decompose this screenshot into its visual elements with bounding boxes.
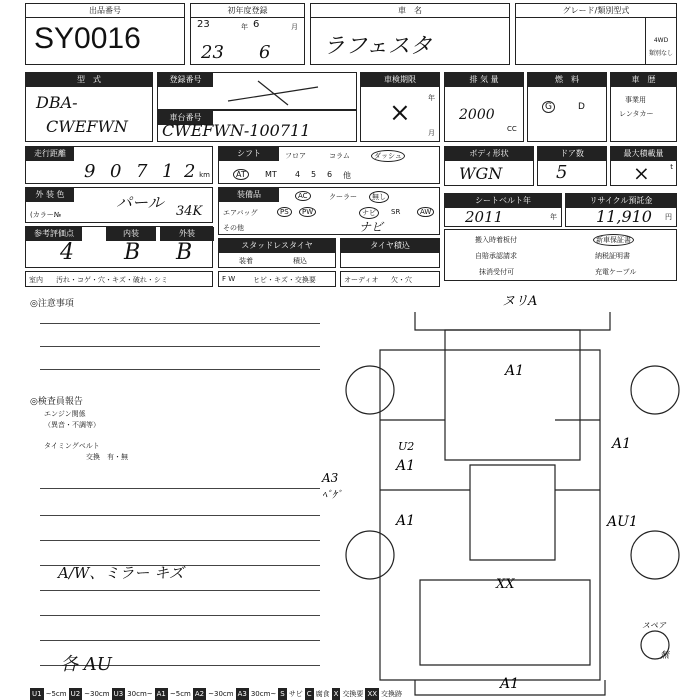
equip-sr: SR — [391, 208, 401, 216]
shift-gear-6: 6 — [327, 170, 333, 179]
equip-other-label: その他 — [223, 224, 244, 232]
capacity-box — [610, 146, 677, 186]
doc-charging-cable: 充電ケーブル — [595, 268, 637, 276]
mileage-digit-2: 0 — [110, 161, 122, 182]
legend-code-9: X — [333, 690, 339, 698]
inspection-month-unit: 月 — [428, 129, 435, 137]
lot-box — [25, 3, 185, 65]
shift-label: シフト — [219, 147, 279, 161]
color-code: 34K — [176, 204, 203, 219]
audio-text: 欠・穴 — [391, 276, 412, 284]
lot-label: 出品番号 — [26, 4, 184, 18]
color-label: 外 装 色 — [26, 188, 74, 202]
displacement-unit: CC — [507, 125, 517, 133]
report-line-3 — [40, 540, 320, 541]
grade-label: グレード/類別型式 — [516, 4, 676, 18]
recycle-box — [565, 193, 677, 227]
diagram-left-a: U2 — [398, 440, 415, 453]
fw-label: F W — [222, 275, 236, 283]
mileage-digit-4: 1 — [162, 161, 174, 182]
diagram-bottom: A1 — [500, 676, 520, 692]
fuel-box — [527, 72, 607, 142]
equip-airbag: エアバッグ — [223, 209, 258, 217]
studless-box — [218, 238, 336, 268]
doc-new-warranty-circled: 新車保証書 — [593, 234, 634, 246]
legend-code-7: S — [280, 690, 285, 698]
equipment-label: 装備品 — [219, 188, 279, 202]
legend-code-10: XX — [367, 690, 378, 698]
legend-code-1: U1 — [32, 690, 42, 698]
tire-load-label: タイヤ積込 — [341, 239, 439, 253]
displacement-value: 2000 — [459, 107, 495, 123]
first-reg-month-unit: 月 — [291, 23, 298, 31]
equip-navi-circled: ナビ — [359, 207, 379, 219]
first-registration-box — [190, 3, 305, 65]
score-box — [25, 226, 213, 268]
shift-mt: MT — [265, 170, 277, 179]
lot-number: SY0016 — [34, 22, 141, 55]
legend-desc-3: 30cm~ — [127, 690, 153, 698]
seatbelt-box — [444, 193, 562, 227]
inspection-mark: × — [389, 98, 411, 128]
equip-cooler: クーラー — [329, 193, 357, 201]
legend-code-2: U2 — [70, 690, 81, 698]
body-label: ボディ形状 — [445, 147, 533, 161]
seatbelt-label: シートベルト年 — [445, 194, 561, 208]
shift-gear-4: 4 — [295, 170, 301, 179]
diagram-right-b: AU1 — [607, 514, 638, 530]
equip-pw-circled: PW — [299, 207, 316, 217]
legend-desc-5: ~30cm — [208, 690, 234, 698]
first-reg-year-print: 23 — [197, 19, 210, 30]
report-line-6 — [40, 615, 320, 616]
legend-code-5: A2 — [194, 690, 205, 698]
damage-legend — [30, 688, 700, 700]
audio-box — [340, 271, 440, 287]
diagram-rear: XX — [496, 577, 515, 592]
report-engine-sub: （異音・不調等） — [44, 421, 100, 429]
history-label: 車 歴 — [611, 73, 676, 87]
shift-dash-circled: ダッシュ — [371, 150, 405, 162]
model-value-2: CWEFWN — [46, 117, 128, 136]
inspection-box — [360, 72, 440, 142]
outer-label: 外装 — [160, 227, 214, 241]
diagram-right-a: A1 — [612, 436, 632, 452]
report-line-2 — [40, 515, 320, 516]
legend-desc-4: ~5cm — [169, 690, 191, 698]
mileage-label: 走行距離 — [26, 147, 74, 161]
displacement-box — [444, 72, 524, 142]
model-label: 型 式 — [26, 73, 152, 87]
car-name-box — [310, 3, 510, 65]
capacity-label: 最大積載量 — [611, 147, 676, 161]
notes-label: ◎注意事項 — [30, 299, 74, 309]
seatbelt-value: 2011 — [465, 208, 504, 226]
body-box — [444, 146, 534, 186]
diagram-left-c: A1 — [396, 513, 416, 529]
grade-opt-4wd: 4WD — [653, 37, 669, 44]
report-line-5 — [40, 590, 320, 591]
diagram-top: ヌリA — [502, 294, 538, 309]
interior-label: 室内 — [29, 276, 43, 284]
fw-text: ヒビ・キズ・交換要 — [253, 276, 316, 284]
legend-code-4: A1 — [156, 690, 166, 698]
outer-score: B — [176, 240, 193, 265]
legend-desc-6: 30cm~ — [250, 690, 277, 698]
report-line-1 — [40, 488, 320, 489]
notes-line-2 — [40, 346, 320, 347]
first-reg-year-unit: 年 — [241, 23, 248, 31]
diagram-hood: A1 — [505, 363, 525, 379]
doc-arrival-plate: 搬入時着板付 — [475, 236, 517, 244]
doors-label: ドア数 — [538, 147, 606, 161]
report-note-2: 各 AU — [60, 654, 112, 675]
diagram-spare: スペア — [642, 621, 666, 630]
report-timing: タイミングベルト — [44, 442, 100, 450]
inspection-year-unit: 年 — [428, 94, 435, 102]
eval-score: 4 — [60, 240, 74, 265]
history-business: 事業用 — [625, 96, 646, 104]
car-name-value: ラフェスタ — [323, 34, 432, 59]
studless-label: スタッドレスタイヤ — [219, 239, 335, 253]
report-label: ◎検査員報告 — [30, 397, 83, 407]
first-reg-month-print: 6 — [253, 19, 260, 30]
diagram-left-b: A1 — [396, 458, 416, 474]
history-rental: レンタカー — [619, 110, 654, 118]
fuel-gas-circled: G — [542, 101, 555, 113]
registration-strike — [158, 73, 358, 111]
report-engine: エンジン関係 — [44, 410, 86, 418]
chassis-box — [157, 110, 357, 142]
shift-box — [218, 146, 440, 184]
interior-box — [25, 271, 213, 287]
report-note-1: A/W、ミラー キズ — [58, 564, 184, 582]
eval-label: 参考評価点 — [26, 227, 82, 241]
doors-value: 5 — [556, 162, 568, 183]
equip-ps-circled: PS — [277, 207, 292, 217]
fw-box — [218, 271, 336, 287]
fuel-diesel: D — [578, 102, 585, 112]
mileage-digit-5: 2 — [184, 161, 196, 182]
mileage-unit: km — [199, 171, 210, 179]
recycle-value: 11,910 — [596, 207, 652, 226]
audio-label: オーディオ — [344, 276, 379, 284]
shift-floor: フロア — [285, 152, 306, 160]
first-reg-month-hand: 6 — [259, 42, 271, 63]
shift-at-circled: AT — [233, 169, 249, 180]
report-line-7 — [40, 640, 320, 641]
legend-desc-9: 交換要 — [342, 690, 364, 698]
color-code-label: (カラー№ — [30, 211, 62, 219]
legend-desc-2: ~30cm — [84, 690, 110, 698]
shift-column: コラム — [329, 152, 350, 160]
chassis-value: CWEFWN-100711 — [162, 121, 311, 140]
inner-label: 内装 — [106, 227, 156, 241]
model-value-1: DBA- — [36, 93, 78, 112]
grade-box — [515, 3, 677, 65]
doc-deregistration: 抹消受付可 — [479, 268, 514, 276]
equip-none-circled: 無し — [369, 191, 389, 203]
recycle-label: リサイクル預託金 — [566, 194, 676, 208]
legend-desc-8: 腐食 — [315, 690, 330, 698]
first-registration-label: 初年度登録 — [191, 4, 304, 18]
color-box — [25, 187, 213, 223]
doc-tax-certificate: 納税証明書 — [595, 252, 630, 260]
first-reg-year-hand: 23 — [201, 42, 224, 63]
tire-load-box — [340, 238, 440, 268]
displacement-label: 排 気 量 — [445, 73, 523, 87]
shift-gear-other: 他 — [343, 171, 351, 180]
chassis-label: 車台番号 — [158, 111, 213, 125]
grade-options — [645, 17, 676, 65]
mileage-digit-3: 7 — [136, 161, 148, 182]
studless-fitted: 装着 — [239, 257, 253, 265]
capacity-value: × — [633, 161, 650, 185]
diagram-spare-opt: 無 — [660, 651, 670, 661]
legend-desc-10: 交換跡 — [381, 690, 403, 698]
seatbelt-unit: 年 — [550, 213, 557, 221]
shift-gear-5: 5 — [311, 170, 317, 179]
body-value: WGN — [459, 164, 503, 183]
doc-insurance-request: 自賠承認請求 — [475, 252, 517, 260]
capacity-unit: t — [670, 163, 673, 171]
legend-code-8: C — [306, 690, 312, 698]
inner-score: B — [124, 240, 141, 265]
registration-label: 登録番号 — [158, 73, 213, 87]
mileage-box — [25, 146, 213, 184]
legend-code-3: U3 — [113, 690, 124, 698]
mileage-digit-1: 9 — [84, 161, 96, 182]
equip-aw-circled: AW — [417, 207, 434, 217]
notes-line-3 — [40, 369, 320, 370]
history-box — [610, 72, 677, 142]
color-value: パール — [116, 193, 164, 212]
grade-opt-none: 類別なし — [648, 50, 673, 57]
equipment-box — [218, 187, 440, 235]
documents-box — [444, 229, 677, 281]
legend-code-6: A3 — [237, 690, 247, 698]
legend-desc-7: サビ — [288, 690, 303, 698]
registration-box — [157, 72, 357, 110]
model-box — [25, 72, 153, 142]
diagram-left-sub: ﾍﾟｹﾞ — [322, 490, 342, 501]
report-timing-sub: 交換 有・無 — [86, 453, 128, 461]
legend-desc-1: ~5cm — [45, 690, 67, 698]
doors-box — [537, 146, 607, 186]
car-name-label: 車 名 — [311, 4, 509, 18]
recycle-unit: 円 — [665, 213, 672, 221]
inspection-label: 車検期限 — [361, 73, 439, 87]
notes-line-1 — [40, 323, 320, 324]
fuel-label: 燃 料 — [528, 73, 606, 87]
diagram-left-mark: A3 — [322, 471, 339, 485]
interior-text: 汚れ・コゲ・穴・キズ・破れ・シミ — [56, 276, 168, 284]
studless-loaded: 積込 — [293, 257, 307, 265]
equip-ac-circled: AC — [295, 191, 311, 201]
equip-other-hand: ナビ — [359, 220, 384, 234]
